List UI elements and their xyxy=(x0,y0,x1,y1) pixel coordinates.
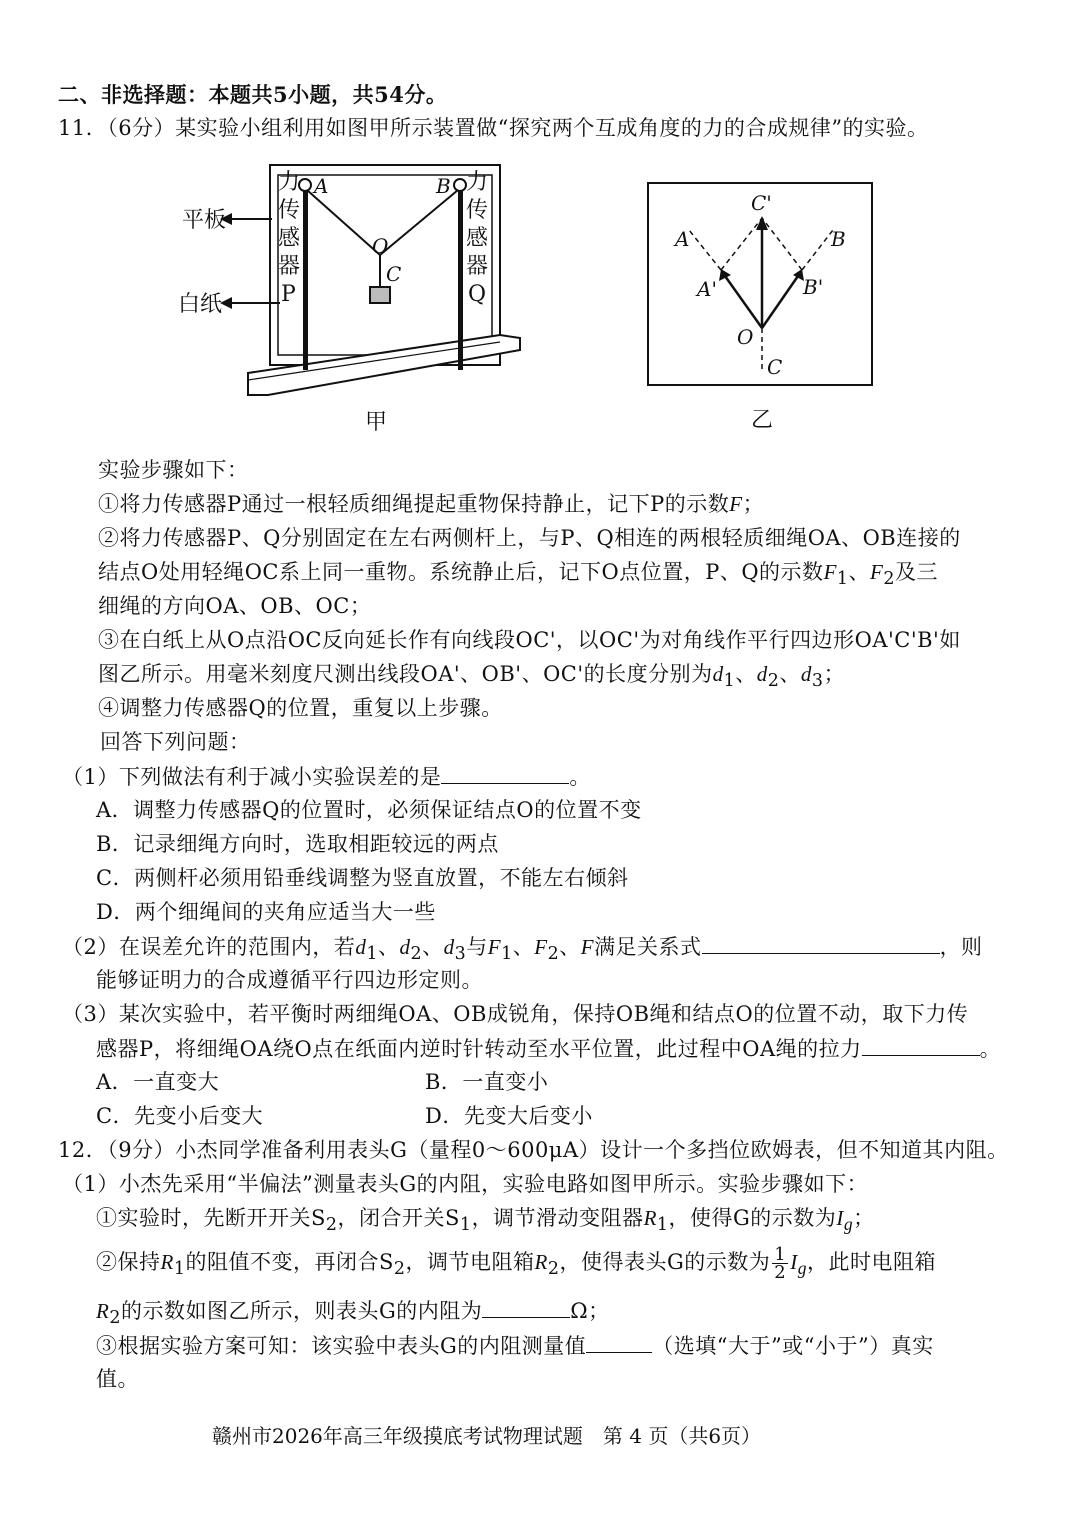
sensor-p-char-4: 器 xyxy=(278,254,301,279)
rod-right xyxy=(458,190,463,370)
step-2-line-2: 结点O处用轻绳OC系上同一重物。系统静止后，记下O点位置，P、Q的示数$F_1$、$F_2$及三 xyxy=(98,560,938,590)
sensor-q-char-1: 力 xyxy=(466,170,489,195)
fig-yi-pt-c-prime: C' xyxy=(751,191,772,215)
label-paper: 白纸 xyxy=(178,292,223,317)
q11-p1-option-b: B．记录细绳方向时，选取相距较远的两点 xyxy=(96,832,499,856)
answer-blank-11-2[interactable] xyxy=(702,931,940,954)
fig-yi-pt-c: C xyxy=(767,355,783,379)
weight xyxy=(370,287,390,303)
q11-part-2-line-2: 能够证明力的合成遵循平行四边形定则。 xyxy=(96,968,483,992)
fraction-one-half: $\frac{1}{2}$ xyxy=(774,1244,787,1283)
step-2-line-1: ②将力传感器P、Q分别固定在左右两侧杆上，与P、Q相连的两根轻质细绳OA、OB连接的 xyxy=(98,526,961,550)
answer-blank-11-1[interactable] xyxy=(441,761,569,784)
step-4: ④调整力传感器Q的位置，重复以上步骤。 xyxy=(98,696,503,720)
fig-yi-pt-a: A xyxy=(675,227,690,251)
q11-p1-option-a: A．调整力传感器Q的位置时，必须保证结点O的位置不变 xyxy=(96,798,642,822)
sensor-p-char-5: P xyxy=(281,282,296,307)
fig-yi-pt-b-prime: B' xyxy=(803,275,824,299)
sensor-p-char-3: 感 xyxy=(278,226,301,251)
q12-step-3-line-2: 值。 xyxy=(96,1367,139,1391)
figure-yi xyxy=(645,180,875,440)
q11-p3-option-a: A．一直变大 xyxy=(96,1070,220,1094)
figure-jia xyxy=(170,155,530,445)
q11-p3-option-c: C．先变小后变大 xyxy=(96,1104,264,1128)
answer-blank-12-2[interactable] xyxy=(586,1330,652,1353)
label-board: 平板 xyxy=(182,208,227,233)
fig-jia-pt-o: O xyxy=(372,234,389,258)
steps-intro: 实验步骤如下： xyxy=(98,458,249,482)
sensor-q-char-5: Q xyxy=(468,282,487,307)
page-footer: 赣州市2026年高三年级摸底考试物理试题 第 4 页（共6页） xyxy=(212,1424,762,1448)
q12-part-1: （1）小杰先采用“半偏法”测量表头G的内阻，实验电路如图甲所示。实验步骤如下： xyxy=(62,1172,869,1196)
step-1: ①将力传感器P通过一根轻质细绳提起重物保持静止，记下P的示数F； xyxy=(98,492,765,516)
sensor-q-char-2: 传 xyxy=(466,198,489,223)
fig-jia-pt-b: B xyxy=(436,174,451,198)
rod-left xyxy=(303,190,308,370)
fig-jia-pt-a: A xyxy=(314,174,329,198)
q12-step-2-line-1: ②保持$R_1$的阻值不变，再闭合$S_2$，调节电阻箱$R_2$，使得表头G的示数为 $\frac{1}{2}$ $I_g$，此时电阻箱 xyxy=(96,1244,936,1283)
sensor-q-char-4: 器 xyxy=(466,254,489,279)
fig-yi-pt-a-prime: A' xyxy=(697,277,717,301)
q11-p3-option-b: B．一直变小 xyxy=(425,1070,549,1094)
q11-stem: 11．（6分）某实验小组利用如图甲所示装置做“探究两个互成角度的力的合成规律”的实验。 xyxy=(58,116,929,140)
step-3-line-1: ③在白纸上从O点沿OC反向延长作有向线段OC'，以OC'为对角线作平行四边形OA'C'B'如 xyxy=(98,628,961,652)
section-heading: 二、非选择题：本题共5小题，共54分。 xyxy=(58,82,448,107)
fig-yi-caption: 乙 xyxy=(751,408,774,433)
answer-intro: 回答下列问题： xyxy=(100,730,251,754)
fig-yi-pt-o: O xyxy=(737,325,754,349)
sensor-p-label xyxy=(278,170,300,307)
q12-step-1: ①实验时，先断开开关$S_2$，闭合开关$S_1$，调节滑动变阻器$R_1$，使得G的示数为$I_g$； xyxy=(96,1206,875,1236)
fig-yi-pt-b: B xyxy=(831,227,846,251)
q12-step-3-line-1: ③根据实验方案可知：该实验中表头G的内阻测量值 （选填“大于”或“小于”）真实 xyxy=(96,1330,934,1361)
fig-jia-pt-c: C xyxy=(386,262,402,286)
q11-part-1: （1）下列做法有利于减小实验误差的是 。 xyxy=(62,761,591,792)
sensor-p-char-2: 传 xyxy=(278,198,301,223)
q11-part-2: （2）在误差允许的范围内，若$d_1$、$d_2$、$d_3$与$F_1$、$F_2$、F满足关系式 ，则 xyxy=(62,931,983,969)
sensor-q-label xyxy=(466,170,488,307)
step-3-line-2: 图乙所示。用毫米刻度尺测出线段OA'、OB'、OC'的长度分别为$d_1$、$d_2$、$d_3$； xyxy=(98,662,846,692)
q11-part-3-line-1: （3）某次实验中，若平衡时两细绳OA、OB成锐角，保持OB绳和结点O的位置不动，取下力传 xyxy=(62,1002,969,1026)
q11-p1-option-d: D．两个细绳间的夹角应适当大一些 xyxy=(96,900,436,924)
sensor-p-char-1: 力 xyxy=(278,170,301,195)
step-2-line-3: 细绳的方向OA、OB、OC； xyxy=(98,594,372,618)
answer-blank-12-1[interactable] xyxy=(482,1295,570,1318)
q11-part-3-line-2: 感器P，将细绳OA绕O点在纸面内逆时针转动至水平位置，此过程中OA绳的拉力 。 xyxy=(96,1033,1001,1064)
q12-step-2-line-2: $R_2$的示数如图乙所示，则表头G的内阻为 Ω； xyxy=(96,1295,610,1333)
answer-blank-11-3[interactable] xyxy=(862,1033,980,1056)
fig-jia-caption: 甲 xyxy=(365,410,388,435)
sensor-q-char-3: 感 xyxy=(466,226,489,251)
q12-stem: 12．（9分）小杰同学准备利用表头G（量程0～600μA）设计一个多挡位欧姆表，但不知道其内阻。 xyxy=(58,1138,1009,1162)
q11-p3-option-d: D．先变大后变小 xyxy=(425,1104,593,1128)
q11-p1-option-c: C．两侧杆必须用铅垂线调整为竖直放置，不能左右倾斜 xyxy=(96,866,629,890)
